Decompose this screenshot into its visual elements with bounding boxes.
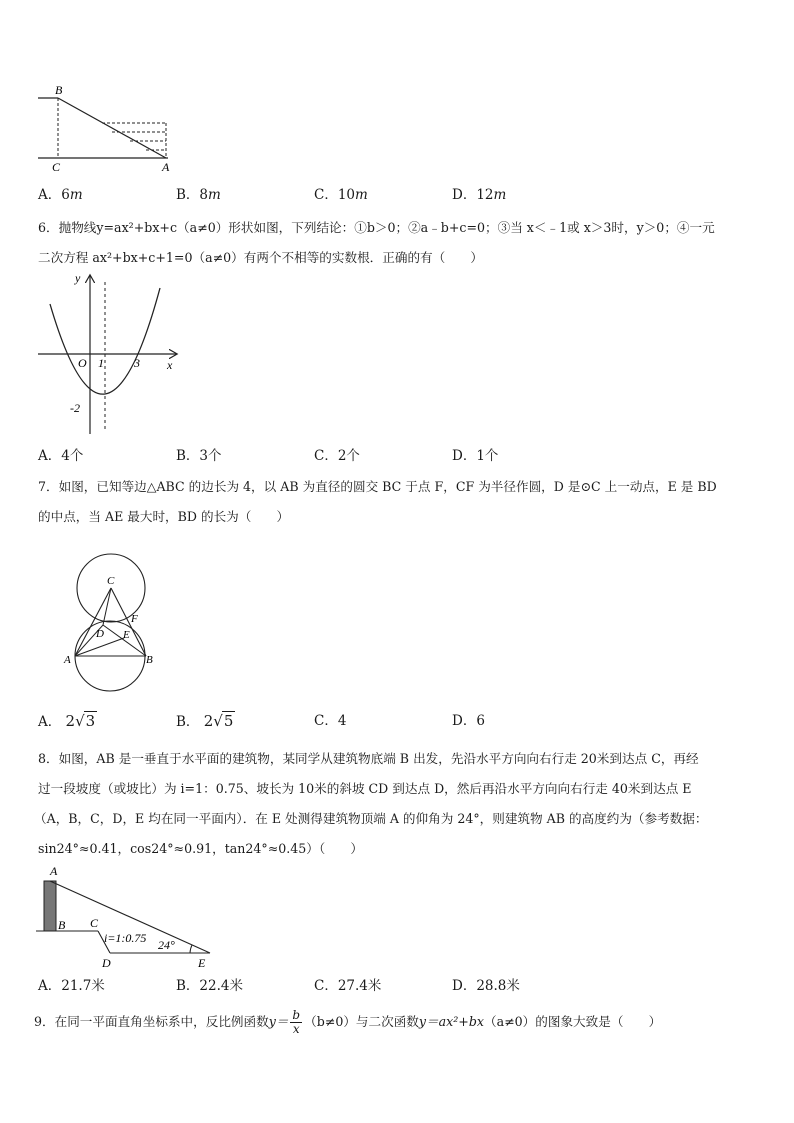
q7-stem-line1: 7．如图，已知等边△ABC 的边长为 4，以 AB 为直径的圆交 BC 于点 F，CF 为半径作圆，D 是⊙C 上一动点，E 是 BD [38, 479, 717, 494]
q5-option-a[interactable] [38, 186, 83, 204]
q7-label-a: A [64, 654, 71, 666]
q8-figure [30, 860, 220, 972]
q9-prefix: 9．在同一平面直角坐标系中，反比例函数 [34, 1014, 269, 1029]
q8-stem-line2: 过一段坡度（或坡比）为 i=1：0.75、坡长为 10米的斜坡 CD 到达点 D，然后再沿水平方向向右行走 40米到达点 E [38, 781, 692, 796]
q7-option-b-letter: B． [176, 714, 200, 730]
q7-stem-line2: 的中点，当 AE 最大时，BD 的长为（ ） [38, 509, 290, 524]
q5-option-c-letter: C． [314, 187, 338, 203]
q9-suffix: （a≠0）的图象大致是（ ） [484, 1014, 662, 1029]
q5-option-d-value: 12 [476, 187, 494, 203]
q7-segment-ae [75, 638, 124, 656]
q9-mid: （b≠0）与二次函数 [304, 1014, 419, 1029]
q8-label-c: C [90, 916, 99, 930]
q7-option-a-sqrt-sign: √ [75, 712, 85, 730]
q7-option-a-coef: 2 [65, 712, 76, 730]
q8-stem-line4: sin24°≈0.41，cos24°≈0.91，tan24°≈0.45）（ ） [38, 841, 363, 856]
q5-option-a-letter: A． [38, 187, 62, 203]
q7-label-d: D [96, 628, 104, 640]
q5-option-b-unit: m [208, 187, 221, 203]
q5-option-a-value: 6 [61, 187, 70, 203]
q6-label-one: 1 [98, 356, 104, 370]
q8-label-b: B [58, 918, 66, 932]
q6-stem-line2: 二次方程 ax²+bx+c+1=0（a≠0）有两个不相等的实数根．正确的有（ ） [38, 250, 484, 265]
q8-building-ab [44, 881, 56, 931]
q6-figure [30, 268, 190, 440]
q7-option-d-letter: D． [452, 713, 477, 729]
q8-option-a[interactable]: A．21.7米 [38, 978, 105, 994]
q7-label-f: F [131, 613, 138, 625]
q5-label-c: C [52, 160, 61, 174]
q6-label-x: x [167, 358, 173, 372]
q7-option-d[interactable] [452, 712, 485, 730]
q5-option-d[interactable] [452, 186, 506, 204]
q5-option-c-value: 10 [337, 187, 356, 203]
q5-option-d-unit: m [493, 187, 507, 203]
q6-label-neg2: -2 [70, 401, 80, 415]
q7-option-a-radicand: 3 [85, 712, 96, 730]
q7-label-b: B [146, 654, 153, 666]
q7-option-b-coef: 2 [203, 712, 214, 730]
q5-option-c[interactable] [314, 186, 368, 204]
q8-label-d: D [102, 956, 111, 970]
q7-option-c-letter: C． [314, 713, 338, 729]
q7-segment-cd [103, 588, 111, 625]
q8-label-slope: i=1:0.75 [104, 931, 147, 945]
q6-label-origin: O [78, 356, 87, 370]
q5-option-a-unit: m [69, 187, 83, 203]
q8-option-d[interactable]: D．28.8米 [452, 978, 520, 994]
q7-label-e: E [123, 629, 130, 641]
q7-option-b[interactable] [176, 711, 235, 731]
q5-option-b[interactable] [176, 186, 221, 204]
q6-stem-line1: 6．抛物线y=ax²+bx+c（a≠0）形状如图，下列结论：①b＞0；②a﹣b+c=0；③当 x＜﹣1或 x＞3时，y＞0；④一元 [38, 220, 715, 235]
q8-stem-line1: 8．如图，AB 是一垂直于水平面的建筑物，某同学从建筑物底端 B 出发，先沿水平方向向右行走 20米到达点 C，再经 [38, 751, 699, 766]
q7-option-b-radicand: 5 [223, 712, 234, 730]
q6-label-y: y [75, 271, 81, 285]
q8-option-b[interactable]: B．22.4米 [176, 978, 243, 994]
q5-option-b-value: 8 [199, 187, 209, 203]
q7-label-c: C [107, 575, 115, 587]
q7-option-b-sqrt-sign: √ [213, 712, 223, 730]
q5-figure [30, 80, 180, 175]
q9-quadratic: y＝ax²+bx [418, 1014, 484, 1029]
q7-option-a-letter: A． [38, 714, 62, 730]
q8-stem-line3: （A，B，C，D，E 均在同一平面内）．在 E 处测得建筑物顶端 A 的仰角为 24°，则建筑物 AB 的高度约为（参考数据： [34, 811, 708, 826]
q5-option-b-letter: B． [176, 187, 200, 203]
q8-label-e: E [198, 956, 206, 970]
q5-label-b: B [55, 83, 63, 97]
q9-fraction-denominator: x [292, 1022, 300, 1036]
q6-option-b[interactable]: B．3个 [176, 448, 222, 464]
q6-label-three: 3 [134, 356, 140, 370]
q6-option-c[interactable]: C．2个 [314, 448, 360, 464]
q9-stem [34, 1004, 661, 1040]
q7-option-d-text: 6 [476, 713, 485, 729]
q5-slope-line [58, 98, 166, 158]
q5-option-d-letter: D． [452, 187, 477, 203]
q5-label-a: A [162, 160, 170, 174]
q6-option-a[interactable]: A．4个 [38, 448, 84, 464]
q5-option-c-unit: m [355, 187, 368, 203]
q9-fraction [290, 1009, 302, 1036]
q8-label-a: A [50, 864, 58, 878]
q8-option-c[interactable]: C．27.4米 [314, 978, 382, 994]
q7-figure [60, 545, 170, 700]
q7-option-c-text: 4 [337, 713, 347, 729]
q8-label-angle: 24° [158, 938, 175, 952]
q8-angle-arc [190, 945, 192, 953]
q7-option-a[interactable] [38, 711, 97, 731]
q6-option-d[interactable]: D．1个 [452, 448, 499, 464]
q7-option-c[interactable] [314, 712, 346, 730]
q9-y-equals: y＝ [268, 1014, 289, 1029]
q9-fraction-numerator: b [292, 1008, 301, 1022]
